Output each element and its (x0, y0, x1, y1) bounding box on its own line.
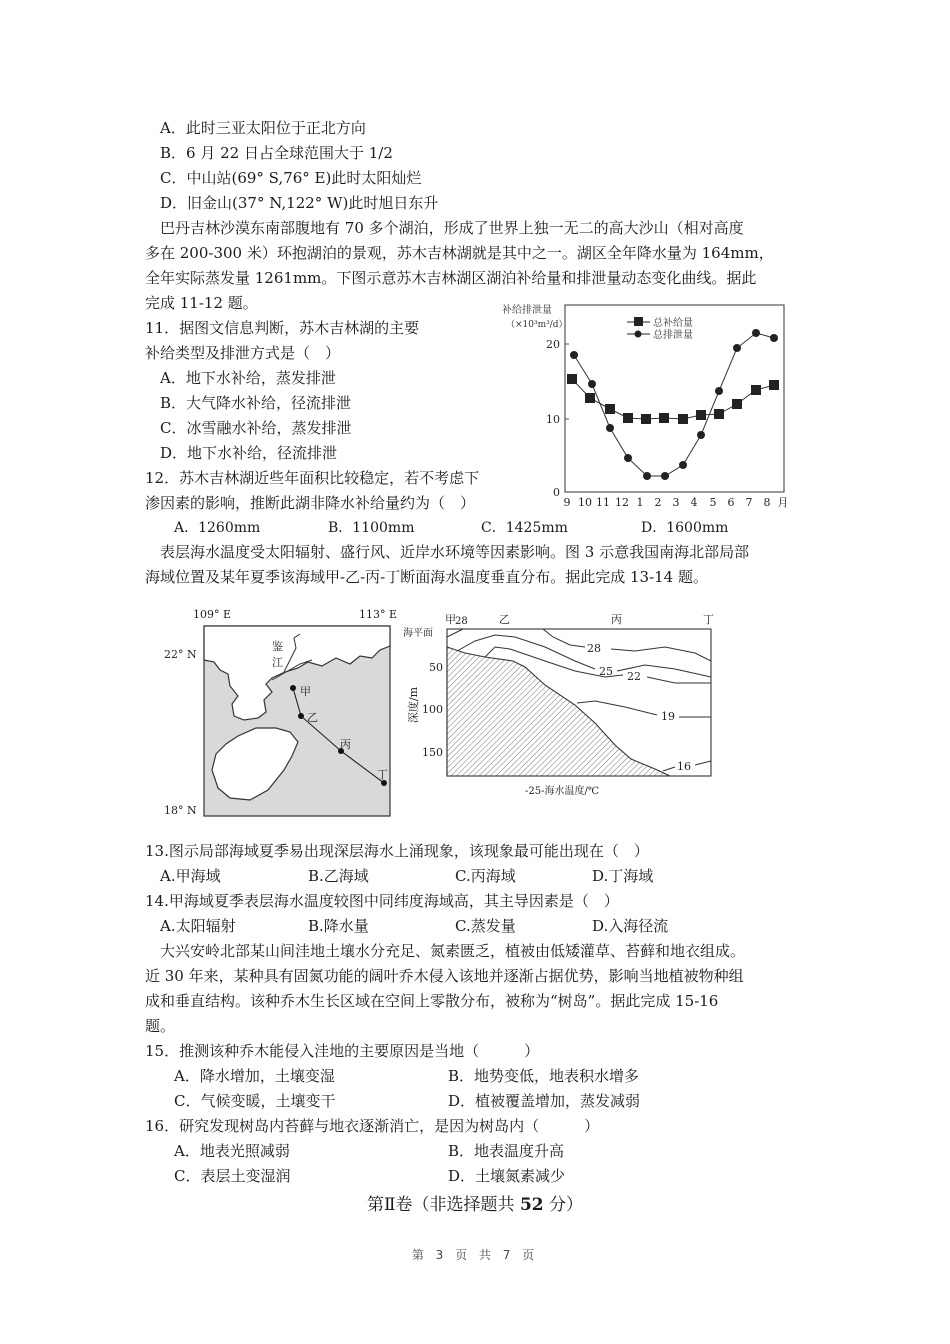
river-label: 鉴 (272, 640, 283, 653)
q10-option-d: D．旧金山(37° N,122° W)此时旭日东升 (160, 194, 439, 212)
q12-option-c: C．1425mm (481, 520, 568, 536)
isotherm-28: 28 (587, 642, 601, 655)
passage3-line: 成和垂直结构。该种乔木生长区域在空间上零散分布，被称为“树岛”。据此完成 15-16 (145, 992, 719, 1010)
passage1-line: 全年实际蒸发量 1261mm。下图示意苏木吉林湖区湖泊补给量和排泄量动态变化曲线。据此 (145, 269, 757, 287)
q14-option-a: A.太阳辐射 (160, 917, 236, 935)
lat-label-22: 22° N (164, 648, 197, 661)
q16-option-b: B．地表温度升高 (448, 1142, 565, 1160)
passage3-line: 题。 (145, 1017, 176, 1035)
isotherm-22: 22 (627, 670, 641, 683)
passage3-line: 大兴安岭北部某山间洼地土壤水分充足、氮素匮乏，植被由低矮灌草、苔藓和地衣组成。 (160, 942, 746, 960)
svg-text:1: 1 (636, 496, 644, 509)
section-top-ding: 丁 (703, 613, 714, 626)
q14-option-b: B.降水量 (308, 917, 369, 935)
q16-option-c: C．表层土变湿润 (174, 1167, 291, 1185)
q11-option-a: A．地下水补给，蒸发排泄 (160, 369, 336, 387)
q11-option-b: B．大气降水补给，径流排泄 (160, 394, 352, 412)
q10-option-b: B．6 月 22 日占全球范围大于 1/2 (160, 144, 393, 162)
lat-label-18: 18° N (164, 804, 197, 817)
chart-ylabel-1: 补给排泄量 (502, 305, 552, 316)
isotherm-25: 25 (599, 665, 613, 678)
q11-stem: 11．据图文信息判断，苏木吉林湖的主要 (145, 319, 420, 337)
depth-tick: 100 (422, 703, 443, 716)
svg-text:6: 6 (727, 496, 735, 509)
chart-ylabel-2: （×10³m³/d） (506, 320, 568, 330)
lon-label-113: 113° E (358, 608, 398, 621)
q12-option-b: B．1100mm (328, 520, 415, 536)
section2-title: 第Ⅱ卷（非选择题共 52 分） (366, 1195, 584, 1215)
q12-stem: 渗因素的影响，推断此湖非降水补给量约为（ ） (145, 494, 476, 512)
q14-option-c: C.蒸发量 (455, 917, 516, 935)
passage2-line: 表层海水温度受太阳辐射、盛行风、近岸水环境等因素影响。图 3 示意我国南海北部局部 (160, 543, 750, 561)
q11-option-d: D．地下水补给，径流排泄 (160, 444, 338, 462)
svg-text:8: 8 (763, 496, 771, 509)
recharge-markers (567, 374, 779, 424)
q16-option-a: A．地表光照减弱 (174, 1142, 290, 1160)
y-tick: 20 (546, 338, 560, 351)
svg-text:江: 江 (272, 656, 283, 669)
legend-recharge: 总补给量 (653, 318, 693, 329)
q16-option-d: D．土壤氮素减少 (448, 1167, 566, 1185)
section-top-28: 28 (455, 616, 468, 627)
south-china-sea-map (160, 600, 400, 820)
section-top-yi: 乙 (499, 613, 510, 626)
passage1-line: 多在 200-300 米）环抱湖泊的景观，苏木吉林湖就是其中之一。湖区全年降水量为 164mm， (145, 244, 774, 262)
q15-option-c: C．气候变暖，土壤变干 (174, 1092, 336, 1110)
depth-tick: 150 (422, 746, 443, 759)
q11-stem: 补给类型及排泄方式是（ ） (145, 344, 341, 362)
q14-option-d: D.入海径流 (592, 917, 669, 935)
svg-text:11: 11 (596, 496, 610, 509)
q15-option-b: B．地势变低，地表积水增多 (448, 1067, 640, 1085)
q13-option-c: C.丙海域 (455, 867, 516, 885)
point-bing: 丙 (340, 738, 351, 751)
legend-discharge: 总排泄量 (653, 330, 693, 341)
q13-option-b: B.乙海域 (308, 867, 369, 885)
q13-stem: 13.图示局部海域夏季易出现深层海水上涌现象，该现象最可能出现在（ ） (145, 842, 649, 860)
q15-stem: 15．推测该种乔木能侵入洼地的主要原因是当地（ ） (145, 1042, 540, 1060)
section-top-bing: 丙 (611, 613, 622, 626)
q15-option-d: D．植被覆盖增加，蒸发减弱 (448, 1092, 641, 1110)
y-tick: 10 (546, 413, 560, 426)
passage1-line: 完成 11-12 题。 (145, 294, 258, 312)
svg-text:12: 12 (615, 496, 629, 509)
q10-option-a: A．此时三亚太阳位于正北方向 (160, 119, 366, 137)
q15-option-a: A．降水增加，土壤变湿 (174, 1067, 335, 1085)
isotherm-19: 19 (661, 710, 675, 723)
lon-label-109: 109° E (192, 608, 232, 621)
svg-text:月: 月 (777, 496, 789, 509)
q12-option-d: D．1600mm (641, 520, 729, 536)
point-yi: 乙 (307, 711, 318, 724)
q10-option-c: C．中山站(69° S,76° E)此时太阳灿烂 (160, 169, 422, 187)
point-jia: 甲 (300, 685, 311, 698)
y-tick: 0 (553, 486, 560, 499)
svg-text:4: 4 (690, 496, 698, 509)
svg-text:2: 2 (654, 496, 662, 509)
depth-tick: 50 (429, 661, 443, 674)
isotherm-16: 16 (677, 760, 691, 773)
depth-label: 深度/m (407, 686, 420, 724)
q12-option-a: A．1260mm (174, 520, 261, 536)
page-footer: 第 3 页 共 7 页 (411, 1248, 539, 1262)
q13-option-d: D.丁海域 (592, 867, 654, 885)
point-ding: 丁 (377, 768, 388, 781)
q12-stem: 12．苏木吉林湖近些年面积比较稳定，若不考虑下 (145, 469, 480, 487)
q11-option-c: C．冰雪融水补给，蒸发排泄 (160, 419, 352, 437)
passage3-line: 近 30 年来，某种具有固氮功能的阔叶乔木侵入该地并逐渐占据优势，影响当地植被物种组 (145, 967, 744, 985)
q16-stem: 16．研究发现树岛内苔藓与地衣逐渐消亡，是因为树岛内（ ） (145, 1117, 600, 1135)
svg-text:5: 5 (709, 496, 717, 509)
svg-text:9: 9 (563, 496, 571, 509)
passage2-line: 海域位置及某年夏季该海域甲-乙-丙-丁断面海水温度垂直分布。据此完成 13-14 题。 (145, 568, 708, 586)
section-legend: -25-海水温度/℃ (525, 786, 600, 797)
svg-text:3: 3 (672, 496, 680, 509)
q13-option-a: A.甲海域 (160, 867, 221, 885)
passage1-line: 巴丹吉林沙漠东南部腹地有 70 多个湖泊，形成了世界上独一无二的高大沙山（相对高度 (160, 219, 744, 237)
svg-text:10: 10 (578, 496, 592, 509)
temperature-section-chart (395, 605, 725, 805)
recharge-discharge-chart (470, 300, 800, 515)
discharge-line (574, 333, 774, 476)
recharge-line (572, 379, 774, 419)
svg-text:7: 7 (745, 496, 753, 509)
sea-level-label: 海平面 (403, 628, 433, 639)
q14-stem: 14.甲海域夏季表层海水温度较图中同纬度海域高，其主导因素是（ ） (145, 892, 619, 910)
section-top-jia: 甲 (445, 613, 456, 626)
